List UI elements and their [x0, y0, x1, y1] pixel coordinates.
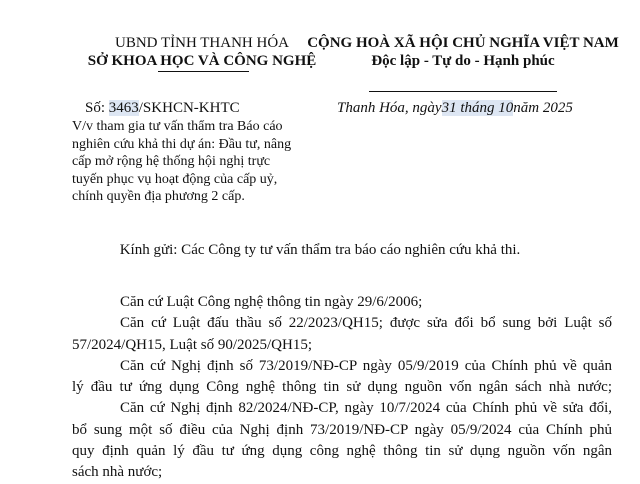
issue-date-day-month: 31 tháng 10: [441, 100, 514, 116]
subject-line: chính quyền địa phương 2 cấp.: [72, 189, 245, 204]
body-line: quy định quản lý đầu tư ứng dụng công nghệ thông tin sử dụng nguồn vốn ngân: [72, 443, 612, 460]
national-motto-block: [298, 34, 628, 70]
body-line: sách nhà nước;: [72, 464, 163, 481]
issue-date-prefix: Thanh Hóa, ngày: [337, 100, 442, 116]
document-number-label: Số:: [85, 100, 109, 116]
body-line: lý đầu tư ứng dụng Công nghệ thông tin sử dụng nguồn vốn ngân sách nhà nước;: [72, 379, 612, 396]
motto-underline: [369, 91, 557, 92]
body-line: Căn cứ Nghị định 82/2024/NĐ-CP, ngày 10/7/2024 của Chính phủ về sửa đổi,: [120, 400, 612, 417]
issuing-agency-block: [72, 34, 332, 70]
greeting: Kính gửi: Các Công ty tư vấn thẩm tra báo cáo nghiên cứu khả thi.: [119, 242, 521, 258]
document-number-value: 3463: [108, 100, 139, 116]
body-line: bổ sung một số điều của Nghị định 73/2019/NĐ-CP ngày 05/9/2024 của Chính phủ: [72, 421, 612, 438]
issuing-agency: SỞ KHOA HỌC VÀ CÔNG NGHỆ: [87, 53, 317, 69]
document-number: [85, 99, 240, 117]
letter-body: [72, 292, 612, 484]
document-number-suffix: /SKHCN-KHTC: [138, 100, 240, 116]
subject-line: cấp mở rộng hệ thống hội nghị trực: [72, 154, 271, 169]
subject-line: tuyến phục vụ hoạt động của cấp uỷ,: [72, 171, 278, 187]
nation-name: CỘNG HOÀ XÃ HỘI CHỦ NGHĨA VIỆT NAM: [307, 35, 619, 51]
body-line: Căn cứ Luật đấu thầu số 22/2023/QH15; được sửa đổi bổ sung bởi Luật số: [120, 315, 612, 332]
subject-line: V/v tham gia tư vấn thẩm tra Báo cáo: [72, 119, 283, 134]
body-line: 57/2024/QH15, Luật số 90/2025/QH15;: [72, 336, 312, 353]
issue-date: [337, 99, 573, 117]
motto: Độc lập - Tự do - Hạnh phúc: [371, 53, 555, 69]
body-line: Căn cứ Nghị định số 73/2019/NĐ-CP ngày 05/9/2019 của Chính phủ về quản: [120, 357, 612, 374]
subject-line: nghiên cứu khả thi dự án: Đầu tư, nâng: [72, 136, 292, 152]
parent-agency: UBND TỈNH THANH HÓA: [114, 35, 290, 51]
issue-date-suffix: năm 2025: [513, 100, 573, 116]
body-line: Căn cứ Luật Công nghệ thông tin ngày 29/6/2006;: [120, 294, 423, 310]
agency-underline: [158, 71, 249, 72]
subject-block: [72, 118, 302, 206]
